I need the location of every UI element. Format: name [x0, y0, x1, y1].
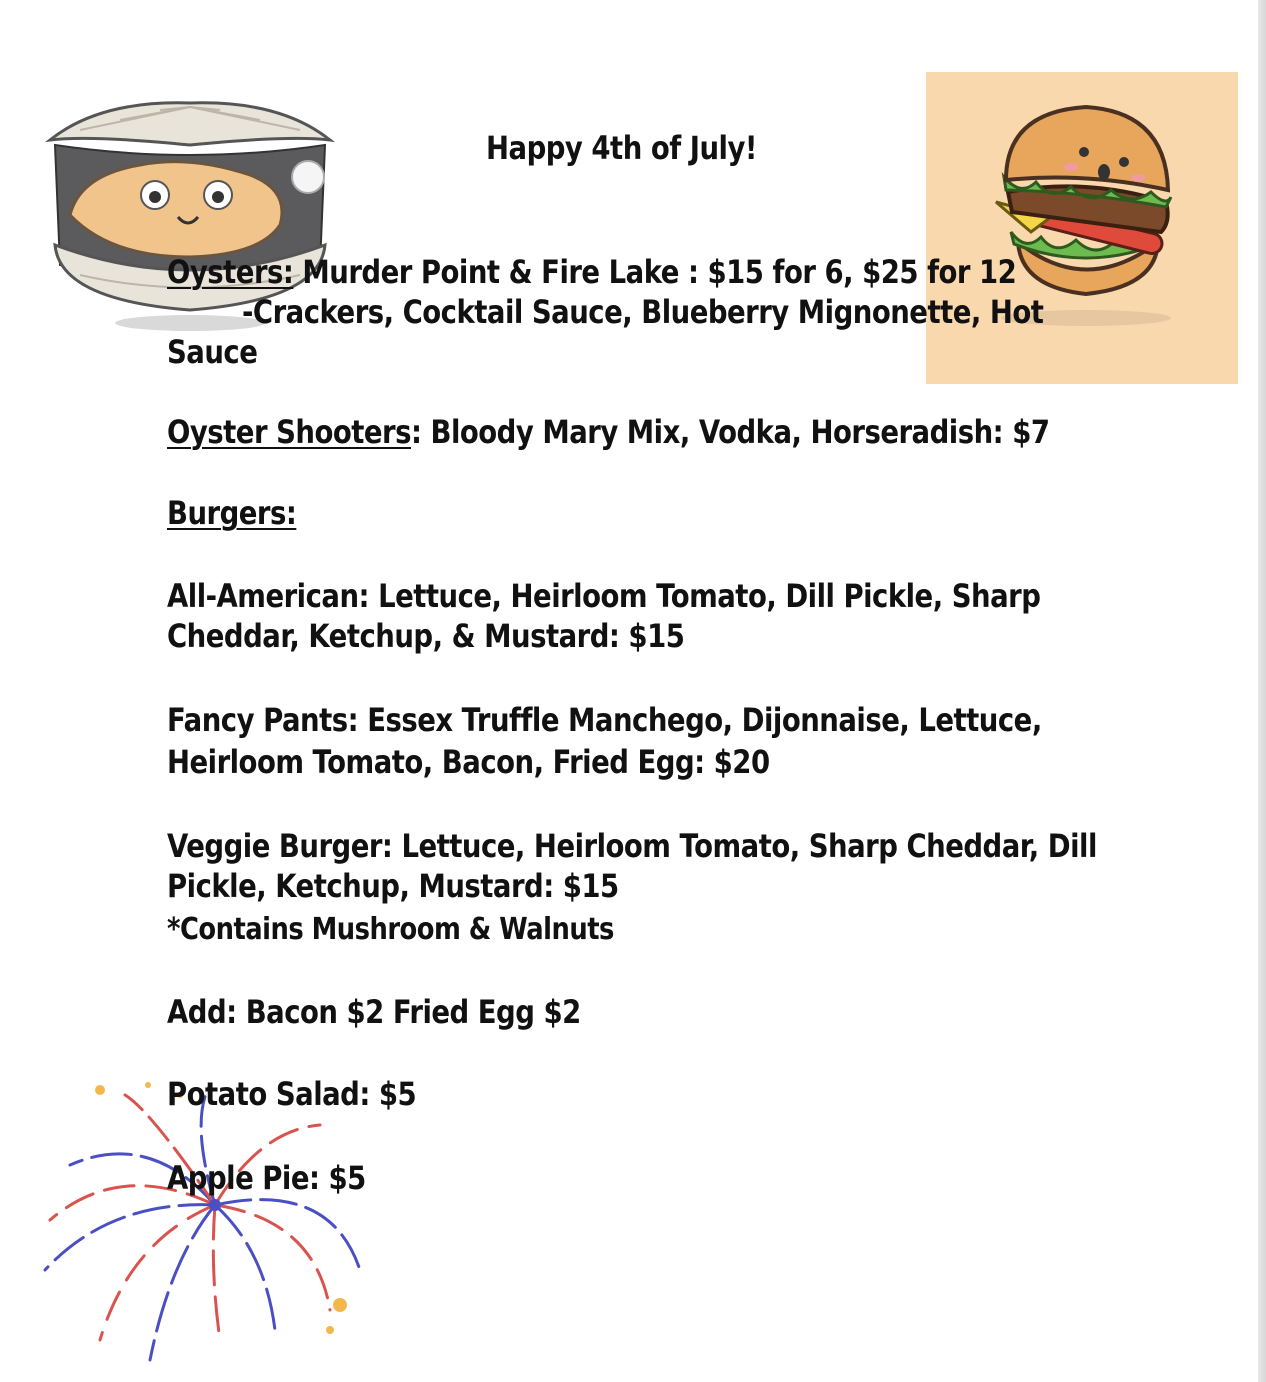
burger-illustration — [926, 72, 1238, 384]
fancy-pants-line1: Fancy Pants: Essex Truffle Manchego, Dijonnaise, Lettuce, — [167, 701, 1042, 739]
oysters-sides-cont: Sauce — [167, 333, 258, 371]
oysters-label: Oysters: — [167, 253, 294, 291]
all-american-line2: Cheddar, Ketchup, & Mustard: $15 — [167, 617, 685, 655]
fancy-pants-line2: Heirloom Tomato, Bacon, Fried Egg: $20 — [167, 743, 770, 781]
fireworks-illustration — [30, 1070, 370, 1370]
veggie-burger-note: *Contains Mushroom & Walnuts — [167, 912, 614, 947]
oyster-shooters-line — [167, 412, 1049, 452]
page-edge — [1258, 0, 1266, 1382]
oysters-text: Murder Point & Fire Lake : $15 for 6, $25 for 12 — [293, 253, 1017, 291]
veggie-burger-line1: Veggie Burger: Lettuce, Heirloom Tomato, Sharp Cheddar, Dill — [167, 827, 1097, 865]
oysters-line — [167, 252, 1016, 292]
apple-pie-line: Apple Pie: $5 — [167, 1159, 366, 1197]
page-title: Happy 4th of July! — [486, 129, 757, 167]
burgers-heading: Burgers: — [167, 494, 297, 532]
oyster-shooters-label: Oyster Shooters — [167, 413, 411, 451]
oyster-shooters-text: : Bloody Mary Mix, Vodka, Horseradish: $7 — [410, 413, 1050, 451]
all-american-line1: All-American: Lettuce, Heirloom Tomato, Dill Pickle, Sharp — [167, 577, 1041, 615]
oysters-sides: -Crackers, Cocktail Sauce, Blueberry Mignonette, Hot — [242, 293, 1044, 331]
potato-salad-line: Potato Salad: $5 — [167, 1075, 417, 1113]
veggie-burger-line2: Pickle, Ketchup, Mustard: $15 — [167, 867, 619, 905]
add-ons-line: Add: Bacon $2 Fried Egg $2 — [167, 993, 581, 1031]
